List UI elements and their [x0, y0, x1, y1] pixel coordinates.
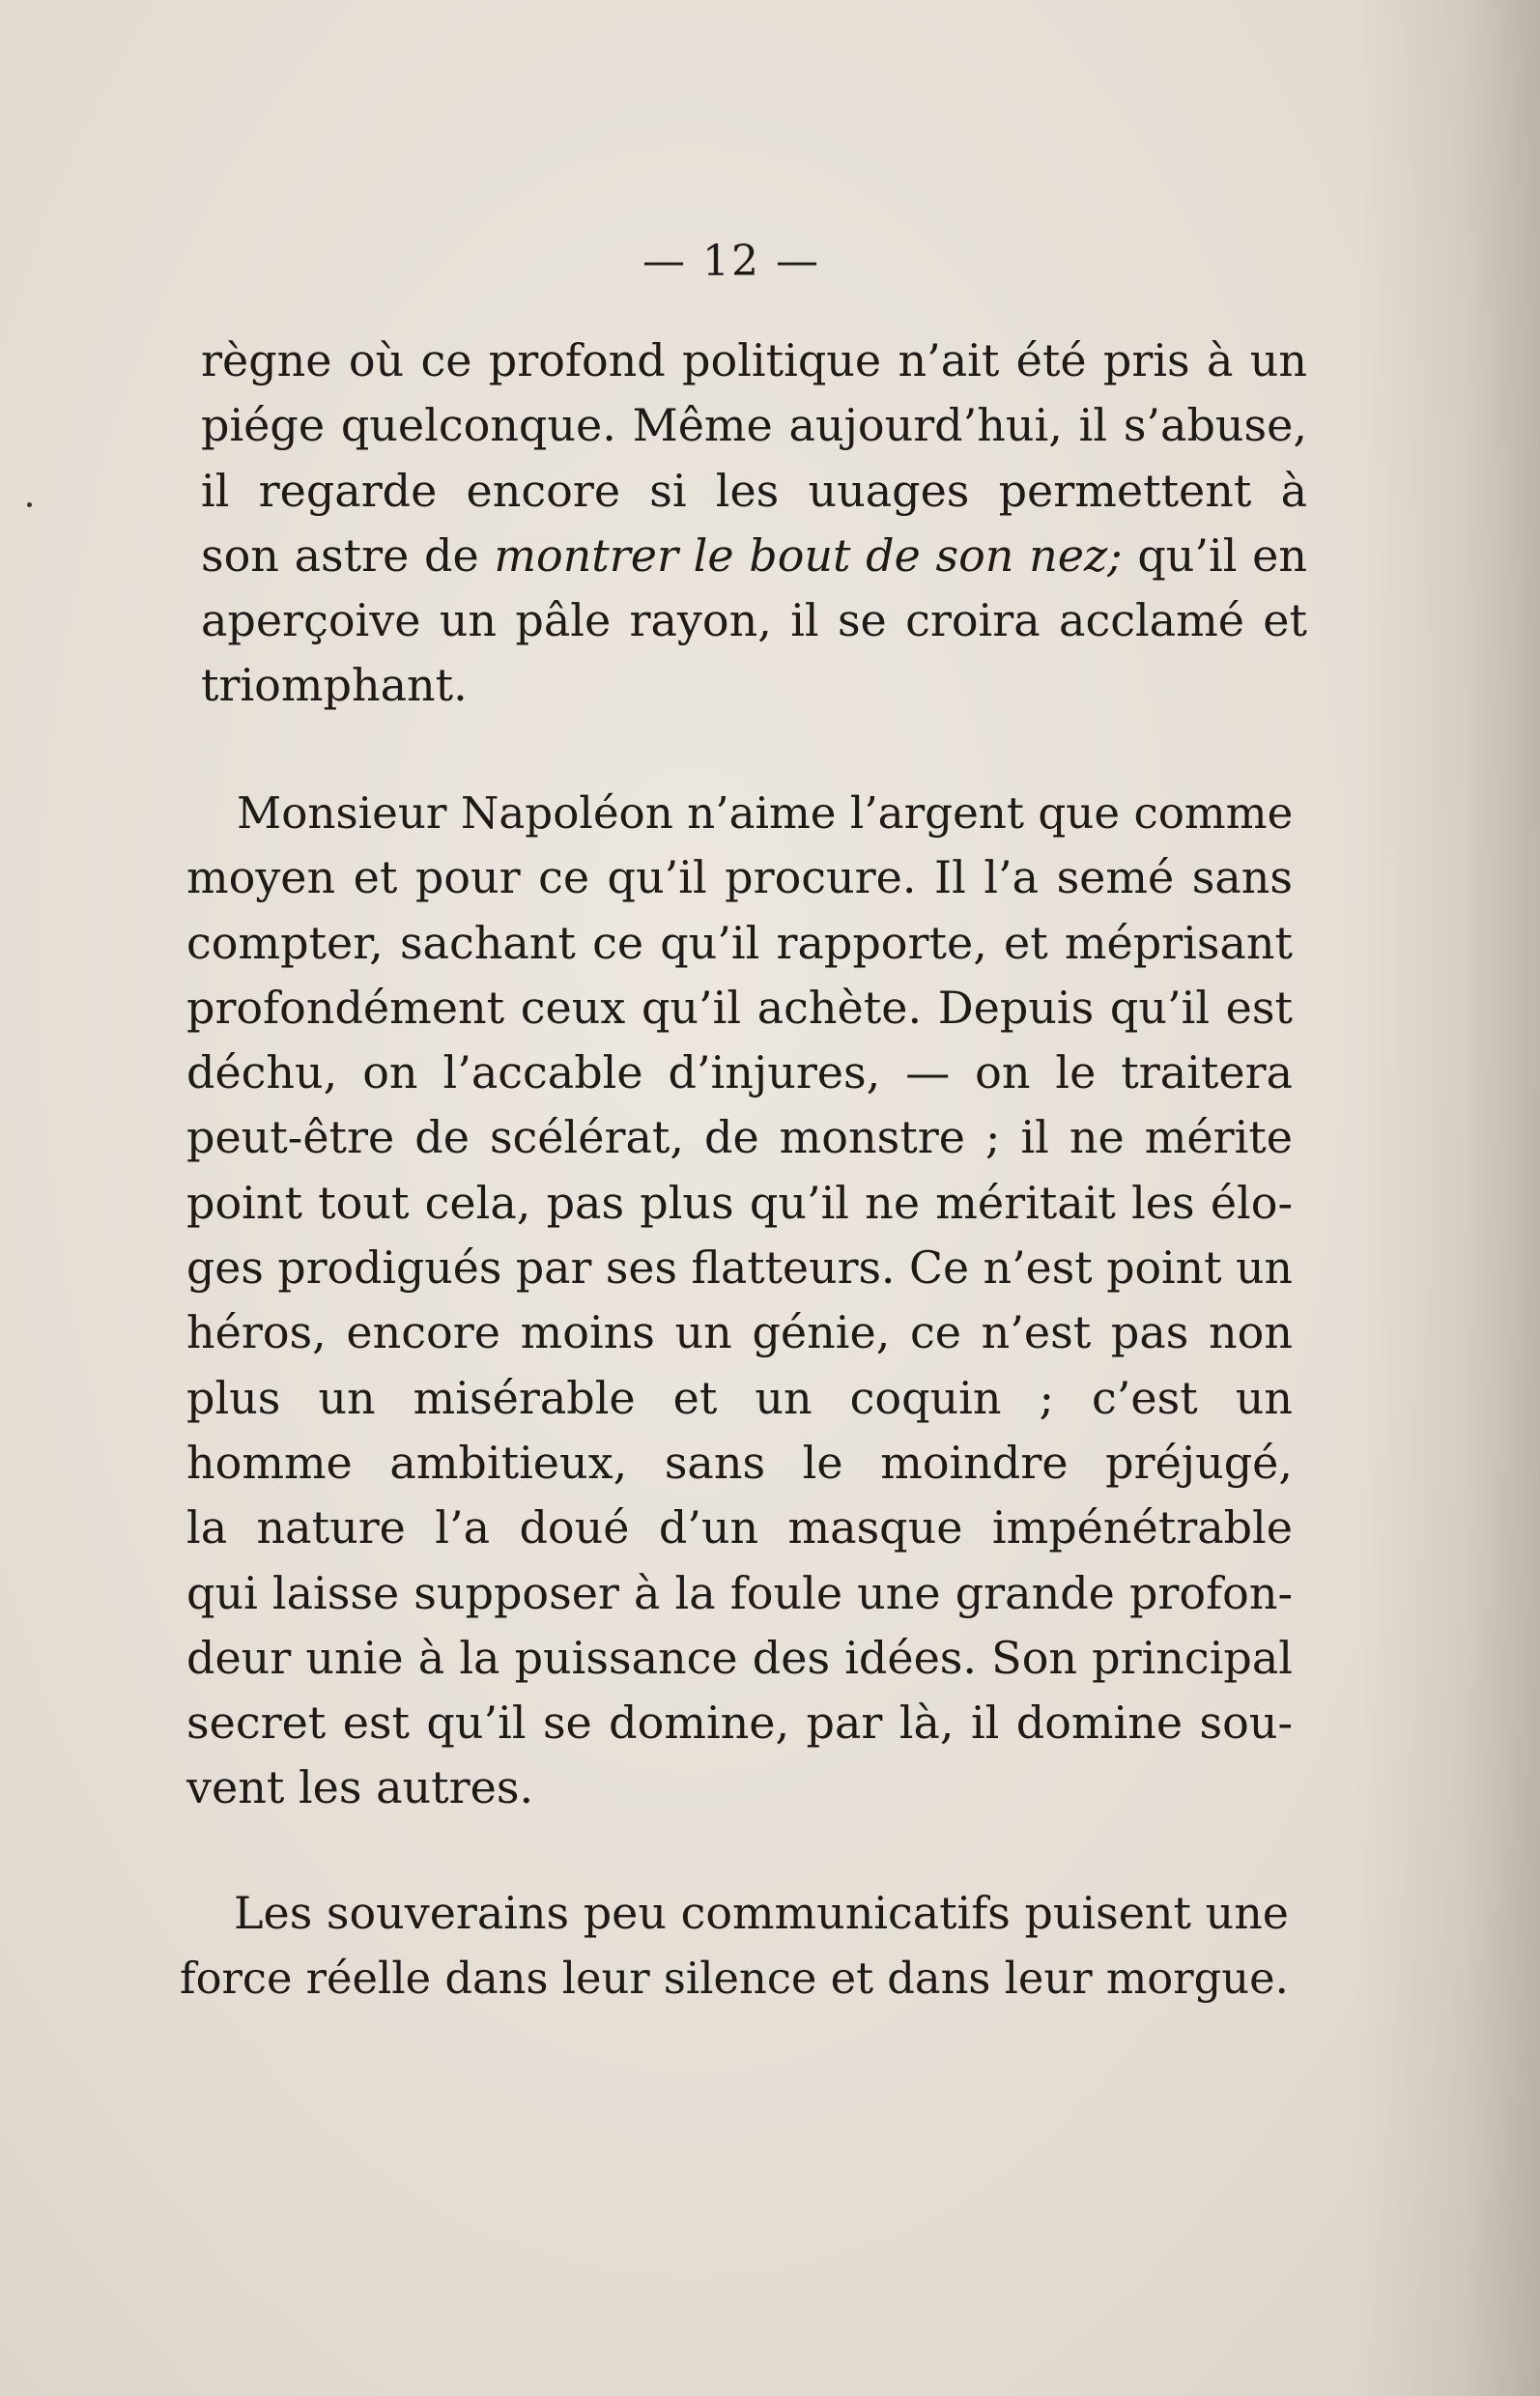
paragraph-2-line: secret est qu’il se domine, par là, il domine sou- [186, 1697, 1293, 1750]
paragraph-2 [186, 781, 1293, 1821]
paragraph-1-line: il regarde encore si les uuages permettent à [201, 464, 1307, 517]
paragraph-1 [201, 328, 1307, 719]
italic-phrase: montrer le bout de son nez; [494, 528, 1123, 582]
paragraph-2-line: vent les autres. [186, 1761, 534, 1814]
paragraph-2-line: moyen et pour ce qu’il procure. Il l’a semé sans [186, 851, 1293, 904]
paragraph-2-line: deur unie à la puissance des idées. Son principal [186, 1631, 1293, 1684]
paragraph-2-line: déchu, on l’accable d’injures, — on le traitera [186, 1046, 1293, 1099]
paragraph-1-line: aperçoive un pâle rayon, il se croira acclamé et [201, 594, 1307, 647]
paragraph-2-line: peut-être de scélérat, de monstre ; il ne mérite [186, 1111, 1293, 1164]
paragraph-2-line: qui laisse supposer à la foule une grande profon- [186, 1566, 1293, 1619]
line-lead-text: son astre de [201, 528, 495, 582]
paragraph-2-line: ges prodigués par ses flatteurs. Ce n’est point un [186, 1242, 1293, 1295]
paragraph-2-line: profondément ceux qu’il achète. Depuis qu’il est [186, 981, 1293, 1034]
paragraph-3-line: force réelle dans leur silence et dans leur morgue. [180, 1953, 1289, 2005]
paragraph-2-line: héros, encore moins un génie, ce n’est pas non [186, 1306, 1293, 1359]
paragraph-2-line: homme ambitieux, sans le moindre préjugé, [186, 1436, 1293, 1489]
page-number: — 12 — [642, 237, 820, 286]
paragraph-1-line: triomphant. [201, 659, 468, 712]
paragraph-2-line: point tout cela, pas plus qu’il ne méritait les élo- [186, 1176, 1293, 1229]
paragraph-3-line: Les souverains peu communicatifs puisent une [234, 1887, 1289, 1939]
line-tail-text: qu’il en [1122, 528, 1307, 582]
paragraph-2-line: Monsieur Napoléon n’aime l’argent que comme [237, 787, 1294, 839]
paragraph-1-line: piége quelconque. Même aujourd’hui, il s’abuse, [201, 399, 1307, 452]
paper-speck [27, 502, 32, 507]
paragraph-2-line: la nature l’a doué d’un masque impénétrable [186, 1501, 1293, 1555]
paragraph-3 [180, 1881, 1289, 2011]
paragraph-1-line: règne où ce profond politique n’ait été pris à un [201, 334, 1307, 386]
paragraph-2-line: compter, sachant ce qu’il rapporte, et méprisant [186, 916, 1293, 969]
paragraph-2-line: plus un misérable et un coquin ; c’est un [186, 1371, 1293, 1424]
paragraph-1-line-italic [201, 524, 1307, 588]
